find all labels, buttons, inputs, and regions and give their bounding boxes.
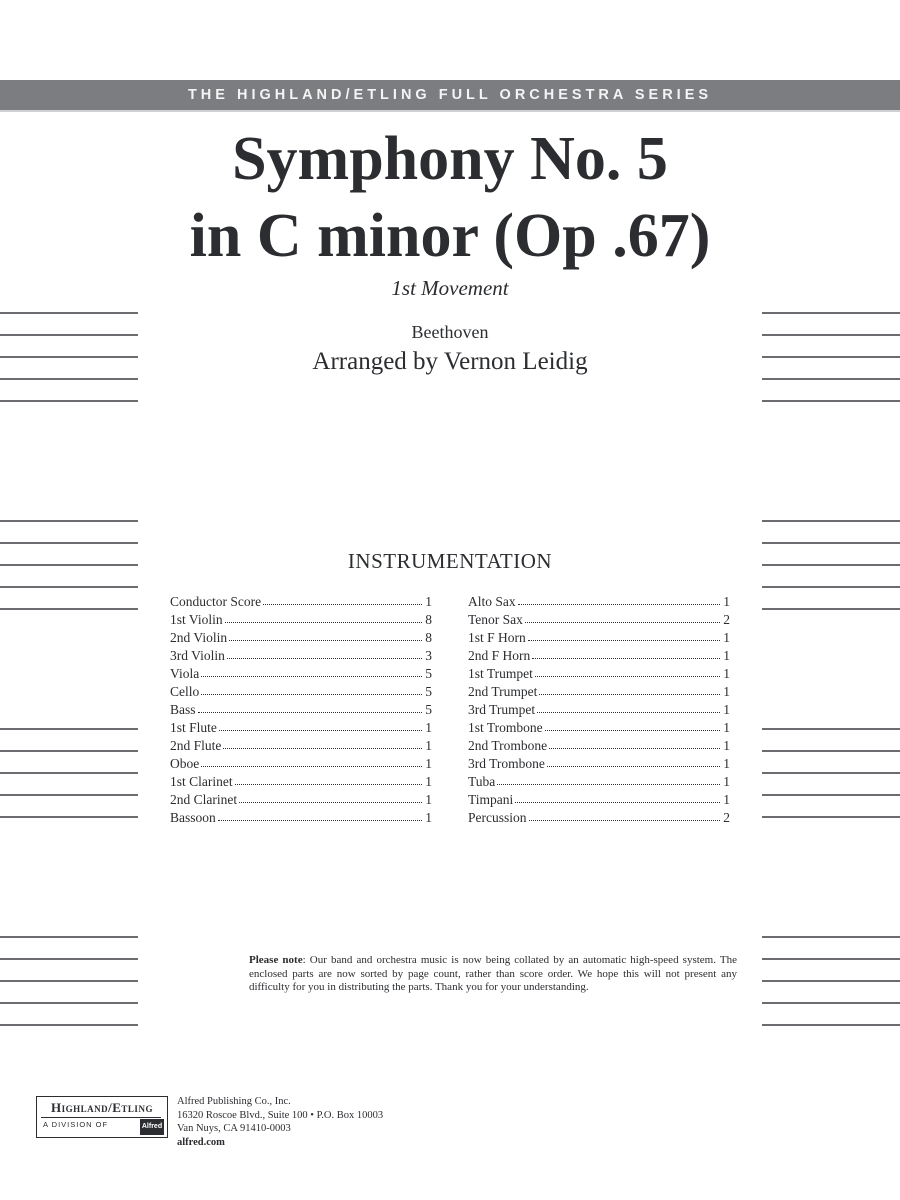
dot-leader [549,735,720,749]
instrument-name: Tenor Sax [468,612,523,627]
dot-leader [535,663,720,677]
instrument-row [170,718,432,736]
dot-leader [201,753,422,767]
dot-leader [239,789,422,803]
instrument-count: 2 [723,810,730,825]
instrument-name: 2nd F Horn [468,648,531,663]
instrumentation-list-left [170,592,432,826]
instrument-count: 8 [425,612,432,627]
instrument-count: 3 [425,648,432,663]
note-text: : Our band and orchestra music is now being collated by an automatic high-speed system. The enclosed parts are now sorted by page count, rather than score order. We hope this will not present any difficulty for you in distributing the parts. Thank you for your understanding. [249,954,737,993]
dot-leader [539,681,720,695]
publisher-logo [36,1096,168,1138]
dot-leader [229,627,422,641]
title-line-2: in C minor (Op .67) [189,202,711,270]
instrument-row [170,736,432,754]
instrument-row [468,646,730,664]
instrument-row [468,718,730,736]
collation-note [249,954,737,995]
instrument-name: Conductor Score [170,594,262,609]
title-line-1: Symphony No. 5 [232,125,668,193]
instrument-count: 1 [425,810,432,825]
instrument-name: 1st Trombone [468,720,543,735]
instrument-count: 1 [723,720,730,735]
composer-name: Beethoven [411,322,489,342]
instrument-count: 1 [723,792,730,807]
instrument-name: 1st Trumpet [468,666,533,681]
instrumentation-heading: INSTRUMENTATION [347,549,553,573]
instrument-name: 1st Clarinet [170,774,233,789]
instrument-name: Viola [170,666,200,681]
dot-leader [235,771,422,785]
staff-decoration-left-4 [0,936,138,1046]
dot-leader [525,609,720,623]
instrument-row [170,808,432,826]
instrumentation-list-right [468,592,730,826]
arranger-credit: Arranged by Vernon Leidig [312,348,588,375]
instrument-count: 1 [723,684,730,699]
instrument-count: 1 [723,666,730,681]
instrument-count: 1 [425,792,432,807]
dot-leader [223,735,422,749]
dot-leader [529,807,721,821]
instrument-count: 1 [425,756,432,771]
instrument-row [468,610,730,628]
instrument-row [170,646,432,664]
staff-decoration-left-3 [0,728,138,838]
instrument-name: 1st Violin [170,612,223,627]
instrument-count: 1 [425,774,432,789]
logo-division-text: A DIVISION OF [43,1120,109,1129]
dot-leader [518,591,720,605]
dot-leader [515,789,720,803]
instrument-row [468,754,730,772]
instrument-name: 2nd Trombone [468,738,548,753]
publisher-address [177,1095,383,1149]
instrument-name: Bassoon [170,810,216,825]
dot-leader [225,609,422,623]
instrument-row [468,628,730,646]
instrument-name: 1st F Horn [468,630,526,645]
staff-decoration-left-2 [0,520,138,630]
dot-leader [198,699,422,713]
instrument-row [468,736,730,754]
dot-leader [547,753,720,767]
instrument-count: 1 [723,648,730,663]
staff-decoration-right-4 [762,936,900,1046]
instrument-row [170,610,432,628]
instrument-row [170,592,432,610]
instrument-row [170,772,432,790]
staff-decoration-right-1 [762,312,900,422]
instrument-row [468,700,730,718]
instrument-name: Percussion [468,810,527,825]
logo-parent-mark: Alfred [140,1119,164,1135]
publisher-address-line-1: 16320 Roscoe Blvd., Suite 100 • P.O. Box 10003 [177,1109,384,1121]
instrument-name: 2nd Trumpet [468,684,538,699]
instrument-row [468,682,730,700]
instrument-count: 1 [425,594,432,609]
publisher-address-line-2: Van Nuys, CA 91410-0003 [177,1123,291,1134]
instrument-row [468,790,730,808]
instrument-count: 8 [425,630,432,645]
instrument-row [170,628,432,646]
instrument-count: 1 [425,738,432,753]
instrument-count: 5 [425,666,432,681]
dot-leader [201,681,422,695]
instrument-name: 2nd Violin [170,630,228,645]
instrument-row [468,808,730,826]
instrument-row [170,754,432,772]
series-title: THE HIGHLAND/ETLING FULL ORCHESTRA SERIES [187,87,713,103]
dot-leader [537,699,720,713]
dot-leader [545,717,720,731]
dot-leader [218,807,422,821]
staff-decoration-left-1 [0,312,138,422]
instrument-name: 3rd Trumpet [468,702,536,717]
instrument-name: 2nd Clarinet [170,792,238,807]
instrument-count: 1 [723,702,730,717]
instrument-name: 2nd Flute [170,738,222,753]
instrument-name: 3rd Trombone [468,756,545,771]
logo-brand: Highland/Etling [51,1100,153,1115]
instrument-count: 5 [425,684,432,699]
instrument-name: 1st Flute [170,720,217,735]
instrument-name: Tuba [468,774,496,789]
instrument-count: 5 [425,702,432,717]
instrument-count: 1 [425,720,432,735]
logo-divider [41,1117,161,1118]
staff-decoration-right-3 [762,728,900,838]
instrument-count: 1 [723,594,730,609]
instrument-row [170,790,432,808]
note-label: Please note [249,954,303,966]
instrument-row [170,700,432,718]
instrument-name: 3rd Violin [170,648,225,663]
movement-label: 1st Movement [391,276,509,300]
dot-leader [263,591,422,605]
staff-decoration-right-2 [762,520,900,630]
instrument-name: Timpani [468,792,514,807]
dot-leader [219,717,422,731]
dot-leader [528,627,720,641]
instrument-name: Alto Sax [468,594,516,609]
instrument-count: 2 [723,612,730,627]
instrument-count: 1 [723,738,730,753]
instrument-row [170,664,432,682]
instrument-name: Cello [170,684,200,699]
publisher-name: Alfred Publishing Co., Inc. [177,1096,291,1107]
instrument-name: Bass [170,702,196,717]
dot-leader [497,771,720,785]
instrument-row [170,682,432,700]
instrument-row [468,664,730,682]
dot-leader [532,645,720,659]
dot-leader [227,645,422,659]
publisher-website[interactable]: alfred.com [177,1136,225,1148]
instrument-count: 1 [723,630,730,645]
instrument-row [468,772,730,790]
dot-leader [201,663,422,677]
instrument-name: Oboe [170,756,200,771]
instrument-count: 1 [723,756,730,771]
instrument-row [468,592,730,610]
instrument-count: 1 [723,774,730,789]
